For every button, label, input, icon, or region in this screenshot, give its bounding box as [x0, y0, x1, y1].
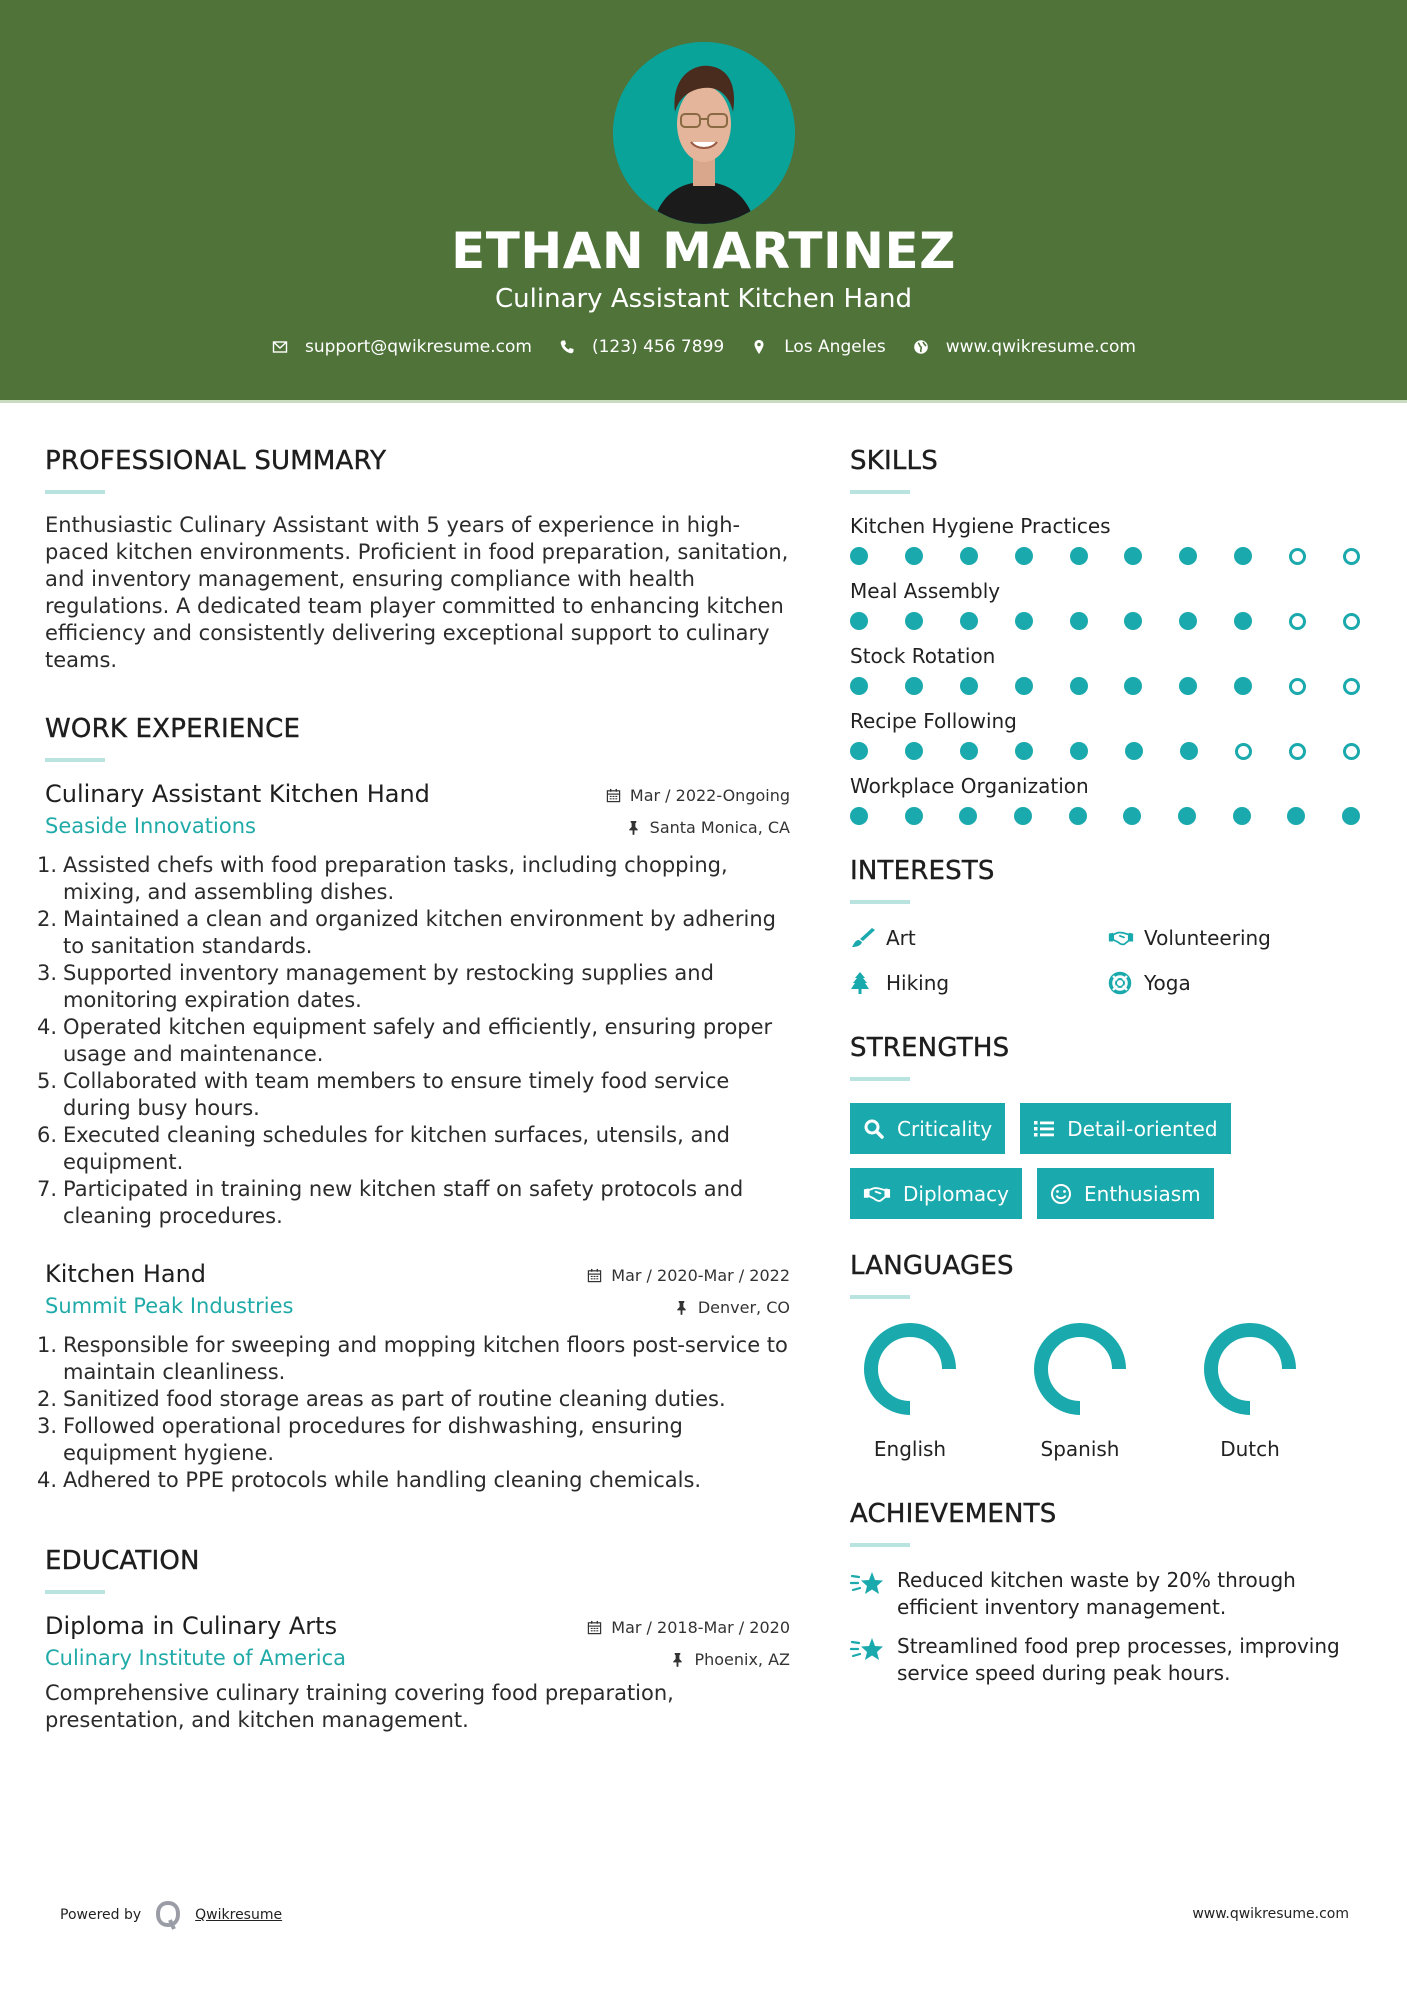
filled-dot-icon — [1069, 807, 1087, 825]
calendar-icon — [587, 1268, 602, 1283]
pushpin-icon — [674, 1300, 689, 1315]
tree-icon — [850, 971, 876, 995]
language-item — [850, 1321, 970, 1461]
filled-dot-icon — [1015, 547, 1033, 565]
filled-dot-icon — [1124, 677, 1142, 695]
skill-rating — [850, 676, 1360, 696]
filled-dot-icon — [1342, 807, 1360, 825]
achievement-text: Reduced kitchen waste by 20% through efficient inventory management. — [897, 1568, 1296, 1619]
skill-rating — [850, 741, 1360, 761]
contact-location-text: Los Angeles — [784, 337, 886, 357]
language-name: Dutch — [1220, 1437, 1280, 1461]
achievements-section — [850, 1499, 1370, 1687]
section-title: WORK EXPERIENCE — [45, 714, 301, 744]
paintbrush-icon — [850, 926, 876, 950]
calendar-icon — [606, 788, 621, 803]
contact-bar — [0, 337, 1407, 357]
degree-title: Diploma in Culinary Arts — [45, 1612, 338, 1640]
footer-url[interactable]: www.qwikresume.com — [1192, 1906, 1349, 1922]
pushpin-icon — [626, 820, 641, 835]
languages-list — [850, 1321, 1310, 1461]
filled-dot-icon — [1070, 547, 1088, 565]
filled-dot-icon — [1015, 742, 1033, 760]
life-ring-icon — [1108, 971, 1134, 995]
filled-dot-icon — [1014, 807, 1032, 825]
section-divider — [45, 758, 105, 762]
filled-dot-icon — [905, 807, 923, 825]
language-name: Spanish — [1040, 1437, 1120, 1461]
section-divider — [850, 1077, 910, 1081]
section-divider — [850, 1295, 910, 1299]
strengths-section — [850, 1033, 1370, 1219]
skills-list — [850, 512, 1370, 826]
job-bullet: 5. Collaborated with team members to ensure timely food service during busy hours. — [37, 1069, 730, 1120]
candidate-name: ETHAN MARTINEZ — [451, 222, 956, 280]
strength-tag: Detail-oriented — [1020, 1103, 1230, 1154]
filled-dot-icon — [960, 547, 978, 565]
filled-dot-icon — [1070, 677, 1088, 695]
section-title: INTERESTS — [850, 856, 995, 886]
job-dates: Mar / 2020-Mar / 2022 — [587, 1266, 790, 1285]
job-bullets — [37, 1332, 790, 1494]
section-title: PROFESSIONAL SUMMARY — [45, 446, 387, 476]
filled-dot-icon — [850, 677, 868, 695]
section-divider — [45, 1590, 105, 1594]
filled-dot-icon — [1234, 612, 1252, 630]
person-photo-icon — [613, 42, 795, 224]
job-bullet: 7. Participated in training new kitchen staff on safety protocols and cleaning procedures. — [37, 1177, 744, 1228]
contact-website-text: www.qwikresume.com — [945, 337, 1136, 357]
job-entry — [37, 780, 790, 1230]
skill-name: Recipe Following — [850, 709, 1017, 733]
contact-location — [750, 337, 886, 357]
empty-dot-icon — [1343, 548, 1360, 565]
section-divider — [850, 900, 910, 904]
summary-section — [45, 446, 790, 674]
skill-item — [850, 707, 1370, 761]
filled-dot-icon — [1070, 612, 1088, 630]
filled-dot-icon — [960, 742, 978, 760]
job-bullet: 4. Operated kitchen equipment safely and efficiently, ensuring proper usage and maintenance. — [37, 1015, 773, 1066]
interests-list — [850, 922, 1370, 999]
section-divider — [850, 1543, 910, 1547]
right-column — [850, 446, 1370, 1699]
job-bullet: 2. Sanitized food storage areas as part of routine cleaning duties. — [37, 1387, 726, 1411]
language-name: English — [873, 1437, 947, 1461]
filled-dot-icon — [1180, 742, 1198, 760]
filled-dot-icon — [1125, 742, 1143, 760]
empty-dot-icon — [1289, 548, 1306, 565]
skill-rating — [850, 546, 1360, 566]
experience-section — [37, 714, 790, 1494]
education-section — [45, 1546, 790, 1734]
calendar-icon — [587, 1620, 602, 1635]
filled-dot-icon — [850, 807, 868, 825]
empty-dot-icon — [1289, 613, 1306, 630]
strength-tag: Enthusiasm — [1037, 1168, 1214, 1219]
filled-dot-icon — [1070, 742, 1088, 760]
language-item — [1190, 1321, 1310, 1461]
resume-header — [0, 0, 1407, 403]
language-progress-ring — [862, 1321, 958, 1417]
filled-dot-icon — [1015, 677, 1033, 695]
search-icon — [863, 1118, 885, 1140]
filled-dot-icon — [905, 547, 923, 565]
section-divider — [850, 490, 910, 494]
filled-dot-icon — [1233, 807, 1251, 825]
section-divider — [45, 490, 105, 494]
interest-item: Hiking — [850, 967, 1108, 999]
footer-powered-by — [60, 1900, 282, 1930]
filled-dot-icon — [1124, 547, 1142, 565]
strengths-list — [850, 1103, 1370, 1219]
qwikresume-link[interactable]: Qwikresume — [195, 1907, 283, 1923]
skill-name: Stock Rotation — [850, 644, 996, 668]
handshake-icon — [1108, 926, 1134, 950]
filled-dot-icon — [1124, 612, 1142, 630]
strength-tag: Criticality — [850, 1103, 1005, 1154]
job-bullet: 2. Maintained a clean and organized kitchen environment by adhering to sanitation standards. — [37, 907, 776, 958]
section-title: STRENGTHS — [850, 1033, 1010, 1063]
education-description: Comprehensive culinary training covering food preparation, presentation, and kitchen management. — [45, 1681, 674, 1732]
language-item — [1020, 1321, 1140, 1461]
envelope-icon — [271, 338, 289, 356]
handshake-icon — [863, 1183, 891, 1205]
interest-item: Art — [850, 922, 1108, 954]
skill-name: Kitchen Hygiene Practices — [850, 514, 1111, 538]
language-progress-ring — [1202, 1321, 1298, 1417]
job-bullet: 3. Supported inventory management by restocking supplies and monitoring expiration dates. — [37, 961, 714, 1012]
contact-phone-text: (123) 456 7899 — [591, 337, 725, 357]
empty-dot-icon — [1343, 678, 1360, 695]
strength-tag: Diplomacy — [850, 1168, 1022, 1219]
contact-email-text: support@qwikresume.com — [305, 337, 532, 357]
filled-dot-icon — [1234, 547, 1252, 565]
shooting-star-icon — [850, 1569, 886, 1601]
interests-section — [850, 856, 1370, 999]
section-title: ACHIEVEMENTS — [850, 1499, 1057, 1529]
company-name: Seaside Innovations — [45, 814, 256, 838]
job-location: Santa Monica, CA — [626, 818, 790, 837]
filled-dot-icon — [850, 547, 868, 565]
filled-dot-icon — [1179, 612, 1197, 630]
skill-name: Workplace Organization — [850, 774, 1089, 798]
filled-dot-icon — [1178, 807, 1196, 825]
empty-dot-icon — [1289, 743, 1306, 760]
smile-icon — [1050, 1183, 1072, 1205]
filled-dot-icon — [959, 807, 977, 825]
contact-email[interactable] — [271, 337, 532, 357]
map-marker-icon — [750, 338, 768, 356]
skill-item — [850, 642, 1370, 696]
job-location: Denver, CO — [674, 1298, 790, 1317]
education-dates: Mar / 2018-Mar / 2020 — [587, 1618, 790, 1637]
filled-dot-icon — [1287, 807, 1305, 825]
empty-dot-icon — [1343, 613, 1360, 630]
job-bullet: 1. Responsible for sweeping and mopping kitchen floors post-service to maintain cleanliness. — [37, 1333, 788, 1384]
job-bullet: 3. Followed operational procedures for dishwashing, ensuring equipment hygiene. — [37, 1414, 683, 1465]
filled-dot-icon — [850, 612, 868, 630]
skill-rating — [850, 611, 1360, 631]
summary-text: Enthusiastic Culinary Assistant with 5 years of experience in high-paced kitchen environments. Proficient in food preparation, sanitation, and inventory management, ensuring compliance with health regulations. A dedicated team player committed to enhancing kitchen efficiency and consistently delivering exceptional support to culinary teams. — [45, 513, 789, 672]
phone-icon — [558, 338, 576, 356]
interest-item: Yoga — [1108, 967, 1358, 999]
filled-dot-icon — [850, 742, 868, 760]
filled-dot-icon — [1123, 807, 1141, 825]
languages-section — [850, 1251, 1370, 1461]
skill-item — [850, 577, 1370, 631]
filled-dot-icon — [1179, 677, 1197, 695]
education-entry — [45, 1612, 790, 1734]
contact-website[interactable] — [912, 337, 1136, 357]
job-bullet: 4. Adhered to PPE protocols while handling cleaning chemicals. — [37, 1468, 702, 1492]
filled-dot-icon — [1234, 677, 1252, 695]
filled-dot-icon — [1179, 547, 1197, 565]
achievement-item — [850, 1633, 1370, 1687]
skills-section — [850, 446, 1370, 826]
job-bullet: 1. Assisted chefs with food preparation tasks, including chopping, mixing, and assembling dishes. — [37, 853, 728, 904]
qwikresume-logo-icon — [155, 1900, 181, 1930]
section-title: LANGUAGES — [850, 1251, 1014, 1281]
list-icon — [1033, 1118, 1055, 1140]
school-name: Culinary Institute of America — [45, 1646, 346, 1670]
job-title: Kitchen Hand — [45, 1260, 207, 1288]
globe-icon — [912, 338, 930, 356]
skill-name: Meal Assembly — [850, 579, 1001, 603]
skill-item — [850, 512, 1370, 566]
empty-dot-icon — [1289, 678, 1306, 695]
filled-dot-icon — [960, 612, 978, 630]
education-location: Phoenix, AZ — [670, 1650, 790, 1669]
achievement-item — [850, 1567, 1370, 1621]
empty-dot-icon — [1235, 743, 1252, 760]
shooting-star-icon — [850, 1635, 886, 1667]
company-name: Summit Peak Industries — [45, 1294, 294, 1318]
left-column — [37, 446, 790, 1734]
filled-dot-icon — [1015, 612, 1033, 630]
candidate-title: Culinary Assistant Kitchen Hand — [495, 284, 912, 314]
job-title: Culinary Assistant Kitchen Hand — [45, 780, 430, 808]
section-title: SKILLS — [850, 446, 938, 476]
job-bullets — [37, 852, 790, 1230]
section-title: EDUCATION — [45, 1546, 200, 1576]
language-progress-ring — [1032, 1321, 1128, 1417]
pushpin-icon — [670, 1652, 685, 1667]
interest-item: Volunteering — [1108, 922, 1358, 954]
profile-photo — [613, 42, 795, 224]
contact-phone[interactable] — [558, 337, 724, 357]
job-bullet: 6. Executed cleaning schedules for kitchen surfaces, utensils, and equipment. — [37, 1123, 730, 1174]
skill-rating — [850, 806, 1360, 826]
filled-dot-icon — [960, 677, 978, 695]
powered-by-text: Powered by — [60, 1907, 142, 1923]
empty-dot-icon — [1343, 743, 1360, 760]
skill-item — [850, 772, 1370, 826]
filled-dot-icon — [905, 612, 923, 630]
job-dates: Mar / 2022-Ongoing — [606, 786, 790, 805]
job-entry — [37, 1260, 790, 1494]
achievement-text: Streamlined food prep processes, improving service speed during peak hours. — [897, 1634, 1340, 1685]
filled-dot-icon — [905, 742, 923, 760]
filled-dot-icon — [905, 677, 923, 695]
